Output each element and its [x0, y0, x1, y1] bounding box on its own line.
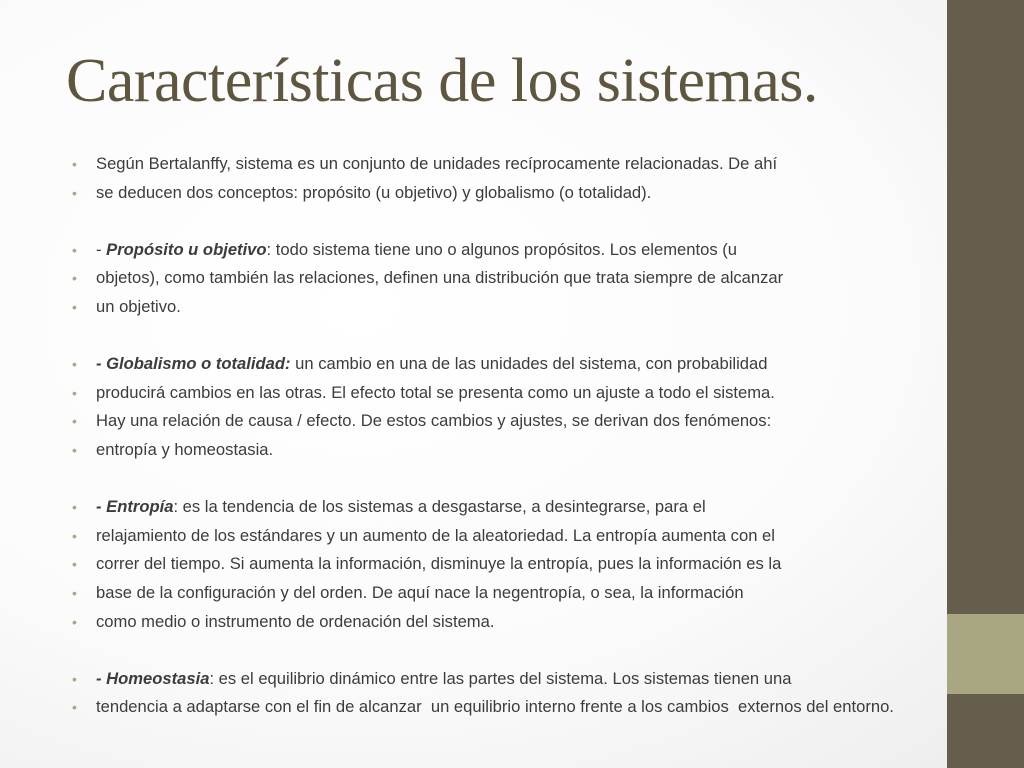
bullet-text: un objetivo.	[96, 296, 181, 316]
bullet-item	[72, 293, 912, 322]
bullet-item	[72, 493, 912, 522]
bullet-dot-icon: •	[72, 670, 77, 687]
bullet-text: tendencia a adaptarse con el fin de alcanzar un equilibrio interno frente a los cambios externos del entorno.	[96, 697, 894, 717]
bullet-item	[72, 236, 912, 265]
bullet-item	[72, 264, 912, 293]
bullet-item	[72, 379, 912, 408]
bullet-dot-icon: •	[72, 298, 77, 315]
bullet-term: - Globalismo o totalidad:	[96, 354, 291, 374]
bullet-text: Hay una relación de causa / efecto. De estos cambios y ajustes, se derivan dos fenómenos:	[96, 411, 772, 431]
bullet-dot-icon: •	[72, 441, 77, 458]
bullet-item	[72, 693, 912, 722]
bullet-item	[72, 608, 912, 637]
bullet-dot-icon: •	[72, 584, 77, 601]
bullet-dot-icon: •	[72, 699, 77, 716]
bullet-text: como medio o instrumento de ordenación del sistema.	[96, 611, 495, 631]
bullet-item	[72, 579, 912, 608]
bullet-dot-icon: •	[72, 384, 77, 401]
bullet-text: se deducen dos conceptos: propósito (u objetivo) y globalismo (o totalidad).	[96, 182, 652, 202]
bullet-list	[72, 150, 912, 722]
bullet-dot-icon: •	[72, 499, 77, 516]
bullet-text: relajamiento de los estándares y un aumento de la aleatoriedad. La entropía aumenta con el	[96, 525, 775, 545]
bullet-item	[72, 150, 912, 179]
bullet-item	[72, 350, 912, 379]
bullet-term: - Homeostasia	[96, 668, 210, 688]
sidebar-accent-block	[947, 614, 1024, 694]
bullet-dot-icon: •	[72, 270, 77, 287]
bullet-item	[72, 436, 912, 465]
bullet-prefix: -	[96, 239, 107, 259]
bullet-dot-icon: •	[72, 156, 77, 172]
bullet-dot-icon: •	[72, 184, 77, 201]
bullet-text: base de la configuración y del orden. De aquí nace la negentropía, o sea, la información	[96, 582, 744, 602]
bullet-text: : es el equilibrio dinámico entre las partes del sistema. Los sistemas tienen una	[209, 668, 792, 688]
bullet-term: Propósito u objetivo	[106, 239, 267, 259]
bullet-text: producirá cambios en las otras. El efecto total se presenta como un ajuste a todo el sistema.	[96, 382, 775, 402]
bullet-dot-icon: •	[72, 356, 77, 373]
bullet-item	[72, 550, 912, 579]
bullet-item	[72, 179, 912, 208]
bullet-dot-icon: •	[72, 556, 77, 573]
bullet-text: Según Bertalanffy, sistema es un conjunto de unidades recíprocamente relacionadas. De ahí	[96, 154, 778, 173]
bullet-text: correr del tiempo. Si aumenta la información, disminuye la entropía, pues la información es la	[96, 554, 782, 574]
bullet-dot-icon: •	[72, 241, 77, 258]
bullet-dot-icon: •	[72, 413, 77, 430]
bullet-text: entropía y homeostasia.	[96, 439, 274, 459]
bullet-item	[72, 665, 912, 694]
bullet-text: : todo sistema tiene uno o algunos propósitos. Los elementos (u	[266, 239, 737, 259]
slide-title: Características de los sistemas.	[66, 47, 818, 115]
bullet-text: objetos), como también las relaciones, definen una distribución que trata siempre de alcanzar	[96, 268, 784, 288]
bullet-text: : es la tendencia de los sistemas a desgastarse, a desintegrarse, para el	[173, 497, 706, 517]
bullet-term: - Entropía	[96, 497, 174, 517]
bullet-item	[72, 522, 912, 551]
bullet-dot-icon: •	[72, 527, 77, 544]
bullet-text: un cambio en una de las unidades del sistema, con probabilidad	[290, 354, 768, 374]
bullet-item	[72, 407, 912, 436]
bullet-dot-icon: •	[72, 613, 77, 630]
